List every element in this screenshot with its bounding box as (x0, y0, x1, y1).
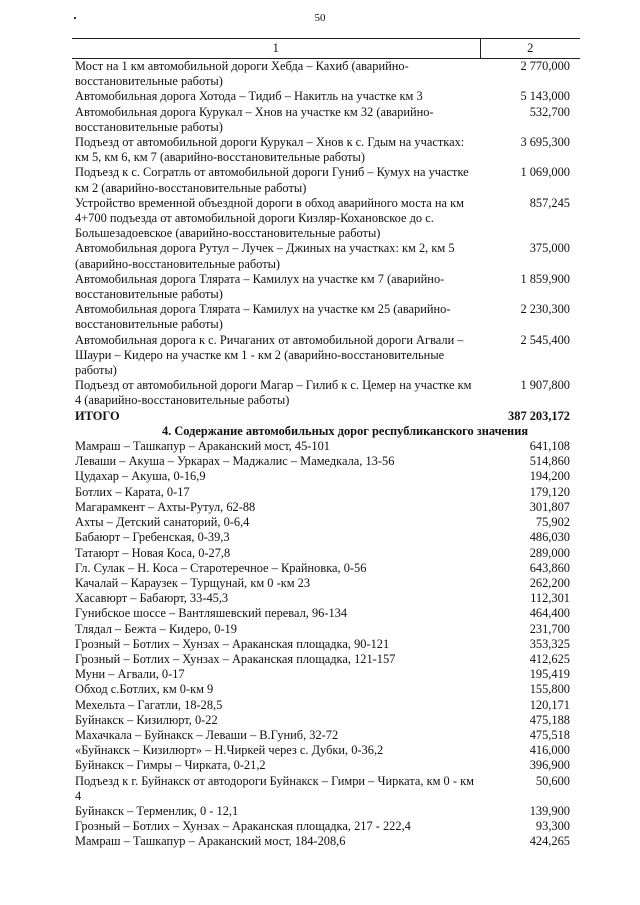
road-name-cell: Мост на 1 км автомобильной дороги Хебда – Кахиб (аварийно-восстановительные работы) (75, 59, 409, 89)
road-name-cell: Махачкала – Буйнакск – Леваши – В.Гуниб, 32-72 (75, 727, 339, 742)
table-row (72, 652, 580, 667)
table-row (72, 515, 580, 530)
table-row (72, 667, 580, 682)
amount-cell: 3 695,300 (520, 135, 570, 150)
table-row (72, 713, 580, 728)
amount-cell: 1 069,000 (520, 165, 570, 180)
table-row (72, 469, 580, 484)
amount-cell: 301,807 (529, 499, 570, 514)
amount-cell: 375,000 (529, 241, 570, 256)
road-name-cell: Устройство временной объездной дороги в обход аварийного моста на км 4+700 подъезда от автомобильной дороги Кизляр-Кохановское до с. Большезадоевское (аварийно-восстановительные работы) (75, 195, 464, 241)
page-number: 50 (314, 12, 326, 24)
table-row (72, 302, 580, 332)
amount-cell: 412,625 (529, 651, 570, 666)
road-name-cell: Грозный – Ботлих – Хунзах – Араканская площадка, 121-157 (75, 651, 396, 666)
road-name-cell: Муни – Агвали, 0-17 (75, 667, 185, 682)
amount-cell: 75,902 (535, 515, 570, 530)
table-row (72, 576, 580, 591)
amount-cell: 1 907,800 (520, 378, 570, 393)
road-name-cell: Татаюрт – Новая Коса, 0-27,8 (75, 545, 231, 560)
table-row (72, 758, 580, 773)
amount-cell: 195,419 (529, 667, 570, 682)
table-row (72, 804, 580, 819)
total-value: 387 203,172 (508, 408, 570, 423)
road-name-cell: Мамраш – Ташкапур – Араканский мост, 45-101 (75, 439, 330, 454)
amount-cell: 112,301 (530, 591, 570, 606)
amount-cell: 120,171 (529, 697, 570, 712)
road-name-cell: Ахты – Детский санаторий, 0-6,4 (75, 515, 250, 530)
road-name-cell: Обход с.Ботлих, км 0-км 9 (75, 682, 214, 697)
table-row (72, 135, 580, 165)
amount-cell: 231,700 (529, 621, 570, 636)
amount-cell: 532,700 (529, 104, 570, 119)
amount-cell: 424,265 (529, 834, 570, 849)
total-label: ИТОГО (75, 408, 120, 423)
table-row (72, 333, 580, 379)
budget-table (72, 38, 580, 850)
table-row (72, 165, 580, 195)
road-name-cell: Хасавюрт – Бабаюрт, 33-45,3 (75, 591, 229, 606)
amount-cell: 1 859,900 (520, 271, 570, 286)
road-name-cell: Автомобильная дорога Тлярата – Камилух на участке км 25 (аварийно-восстановительные работы) (75, 302, 451, 332)
table-row (72, 89, 580, 104)
table-row (72, 439, 580, 454)
budget-table-container (72, 38, 580, 850)
section-title-row (72, 424, 580, 439)
table-row (72, 241, 580, 271)
amount-cell: 2 770,000 (520, 59, 570, 73)
scan-speck (74, 17, 76, 19)
road-name-cell: Гунибское шоссе – Вантляшевский перевал, 96-134 (75, 606, 348, 621)
table-row (72, 530, 580, 545)
road-name-cell: Грозный – Ботлих – Хунзах – Араканская площадка, 90-121 (75, 636, 390, 651)
table-row (72, 698, 580, 713)
road-name-cell: Автомобильная дорога Рутул – Лучек – Джиных на участках: км 2, км 5 (аварийно-восстановительные работы) (75, 241, 455, 271)
road-name-cell: Ботлих – Карата, 0-17 (75, 484, 190, 499)
road-name-cell: Качалай – Караузек – Турщунай, км 0 -км 23 (75, 575, 311, 590)
amount-cell: 155,800 (529, 682, 570, 697)
total-row (72, 409, 580, 424)
amount-cell: 643,860 (529, 560, 570, 575)
road-name-cell: Подъезд к г. Буйнакск от автодороги Буйнакск – Гимри – Чирката, км 0 - км 4 (75, 773, 474, 803)
road-name-cell: Бабаюрт – Гребенская, 0-39,3 (75, 530, 230, 545)
amount-cell: 857,245 (529, 195, 570, 210)
amount-cell: 194,200 (529, 469, 570, 484)
amount-cell: 5 143,000 (520, 89, 570, 104)
amount-cell: 2 230,300 (520, 302, 570, 317)
table-row (72, 774, 580, 804)
column-header-2: 2 (480, 39, 580, 59)
road-name-cell: Цудахар – Акуша, 0-16,9 (75, 469, 206, 484)
table-row (72, 272, 580, 302)
table-row (72, 196, 580, 242)
amount-cell: 641,108 (529, 439, 570, 454)
road-name-cell: «Буйнакск – Кизилюрт» – Н.Чиркей через с. Дубки, 0-36,2 (75, 743, 384, 758)
table-row (72, 561, 580, 576)
amount-cell: 514,860 (529, 454, 570, 469)
section-title: 4. Содержание автомобильных дорог республиканского значения (161, 423, 529, 438)
amount-cell: 179,120 (529, 484, 570, 499)
table-header-row (72, 39, 580, 59)
amount-cell: 262,200 (529, 575, 570, 590)
road-name-cell: Буйнакск – Гимры – Чирката, 0-21,2 (75, 758, 266, 773)
table-row (72, 378, 580, 408)
amount-cell: 475,518 (529, 727, 570, 742)
road-name-cell: Тляд​ал – Бежта – Кидеро, 0-19 (75, 621, 237, 636)
road-name-cell: Гл. Сулак – Н. Коса – Старотеречное – Крайновка, 0-56 (75, 560, 367, 575)
table-row (72, 728, 580, 743)
road-name-cell: Мехельта – Гагатли, 18-28,5 (75, 697, 223, 712)
amount-cell: 475,188 (529, 712, 570, 727)
maintenance-rows (72, 439, 580, 849)
road-name-cell: Буйнакск – Терменлик, 0 - 12,1 (75, 803, 239, 818)
amount-cell: 2 545,400 (520, 332, 570, 347)
amount-cell: 139,900 (529, 803, 570, 818)
road-name-cell: Буйнакск – Кизилюрт, 0-22 (75, 712, 218, 727)
table-row (72, 819, 580, 834)
amount-cell: 50,600 (535, 773, 570, 788)
road-name-cell: Магарамкент – Ахты-Рутул, 62-88 (75, 499, 256, 514)
emergency-works-rows (72, 59, 580, 409)
amount-cell: 93,300 (535, 819, 570, 834)
table-row (72, 454, 580, 469)
amount-cell: 416,000 (529, 743, 570, 758)
total-section (72, 409, 580, 439)
table-row (72, 834, 580, 849)
table-row (72, 637, 580, 652)
road-name-cell: Автомобильная дорога к с. Ричаганих от автомобильной дороги Агвали – Шаури – Кидеро на участке км 1 - км 2 (аварийно-восстановительные работы) (75, 332, 464, 378)
table-row (72, 59, 580, 90)
road-name-cell: Подъезд от автомобильной дороги Курукал – Хнов к с. Гдым на участках: км 5, км 6, км 7 (аварийно-восстановительные работы) (75, 135, 465, 165)
road-name-cell: Подъезд к с. Согратль от автомобильной дороги Гуниб – Кумух на участке км 2 (аварийно-восстановительные работы) (75, 165, 469, 195)
table-row (72, 622, 580, 637)
road-name-cell: Автомобильная дорога Тлярата – Камилух на участке км 7 (аварийно-восстановительные работы) (75, 271, 445, 302)
table-row (72, 682, 580, 697)
amount-cell: 289,000 (529, 545, 570, 560)
road-name-cell: Мамраш – Ташкапур – Араканский мост, 184-208,6 (75, 834, 346, 849)
table-row (72, 591, 580, 606)
table-row (72, 606, 580, 621)
road-name-cell: Автомобильная дорога Курукал – Хнов на участке км 32 (аварийно-восстановительные работы) (75, 104, 434, 134)
amount-cell: 486,030 (529, 530, 570, 545)
table-row (72, 105, 580, 135)
table-row (72, 485, 580, 500)
table-row (72, 546, 580, 561)
table-row (72, 743, 580, 758)
amount-cell: 464,400 (529, 606, 570, 621)
road-name-cell: Подъезд от автомобильной дороги Магар – Гилиб к с. Цемер на участке км 4 (аварийно-восстановительные работы) (75, 378, 472, 408)
amount-cell: 396,900 (529, 758, 570, 773)
road-name-cell: Автомобильная дорога Хотода – Тидиб – Накитль на участке км 3 (75, 89, 423, 104)
amount-cell: 353,325 (529, 636, 570, 651)
table-row (72, 500, 580, 515)
road-name-cell: Грозный – Ботлих – Хунзах – Араканская площадка, 217 - 222,4 (75, 819, 411, 834)
column-header-1: 1 (72, 39, 480, 59)
road-name-cell: Леваши – Акуша – Уркарах – Маджалис – Мамедкала, 13-56 (75, 454, 395, 469)
